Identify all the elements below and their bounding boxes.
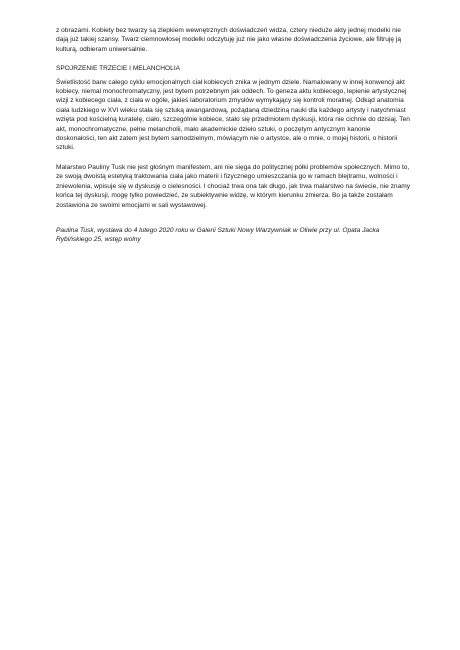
- body-paragraph-2: Malarstwo Pauliny Tusk nie jest głośnym manifestem, ani nie sięga do politycznej półki problemów społecznych. Mimo to, ze swoją dwoistą estetyką traktowania ciała jako materii i fizycznego umieszczania go w ramach blejtramu, wolności i zniewolenia, wpisuje się w dyskusję o cielesności. I chociaż trwa ona tak długo, jak trwa malarstwo na świecie, nie znamy końca tej dyskusji, mogę tylko powiedzieć, że subiektywnie widzę, w którym kierunku zmierza. Bo ja także zostałam zostawiona ze swoimi emocjami w sali wystawowej.: [56, 163, 411, 209]
- body-paragraph-1: Świetlistość barw całego cyklu emocjonalnych ciał kobiecych znika w jednym dziele. Namalowany w innej konwencji akt kobiecy, niemal monochromatyczny, jest bytem potrzebnym jak oddech. To geneza aktu kobiecego, lepienie artystycznej wizji z kobiecego ciała, z ciała w ogóle, jakieś laboratorium zmysłów wymykający się kontroli moralnej. Odkąd anatomia ciała ludzkiego w XVI wieku stała się sztuką awangardową, pożądaną dziedziną nauki dla każdego artysty i natychmiast wzięta pod kościelną kuratelę, ciało, szczególnie kobiece, stało się przedmiotem dyskusji, która nie cichnie do dzisiaj. Ten akt, monochromatyczne, pełne melancholii, mało akademickie dzieło sztuki, o poczętym antycznym kanonie doskonałości, ten akt zatem jest bytem samodzielnym, mówiącym nie o artystce, ale o mnie, o mojej historii, o historii sztuki.: [56, 78, 410, 152]
- intro-paragraph: z obrazami. Kobiety bez twarzy są zlepkiem wewnętrznych doświadczeń widza, cztery nieduże akty jednej modelki nie dają już takiej szansy. Twarz ciemnowłosej modelki odczytuję już nie jako własne doświadczenia życiowe, ale filtruję ją kulturą, odbieram uniwersalnie.: [56, 27, 401, 53]
- section-heading: SPOJRZENIE TRZECIE I MELANCHOLIA: [56, 65, 181, 73]
- document-page: [56, 26, 412, 245]
- exhibition-note: Paulina Tusk, wystawa do 4 lutego 2020 roku w Galerii Sztuki Nowy Warzywniak w Oliwie przy ul. Opata Jacka Rybińskiego 25, wstęp wolny: [56, 226, 380, 244]
